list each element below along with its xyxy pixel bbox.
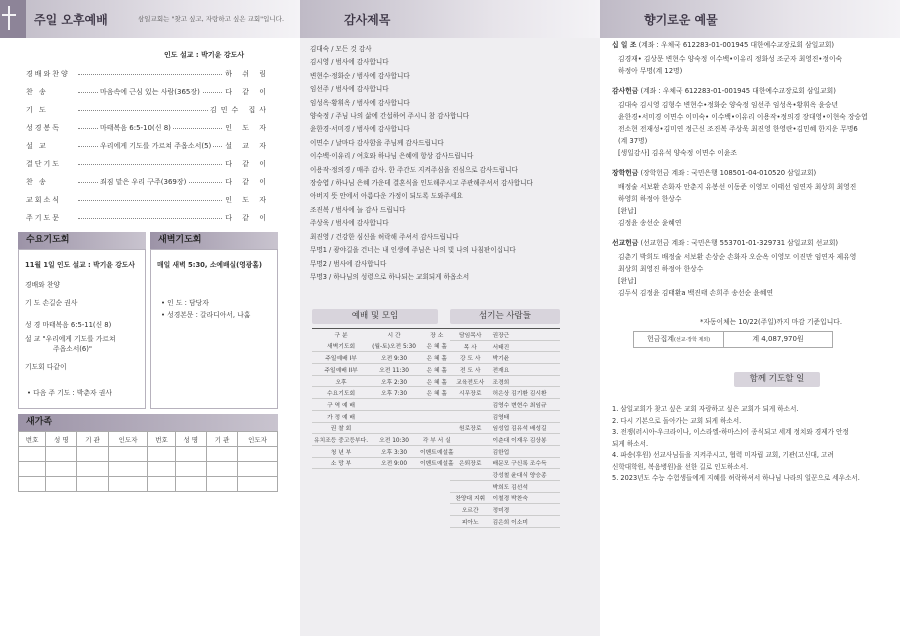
worship-cell: 은 혜 홀 — [418, 387, 456, 399]
servant-role: 교육전도사 — [450, 375, 490, 387]
thanks-item: 이면수 / 날마다 감사함을 주님께 감사드립니다 — [310, 138, 444, 147]
order-person: 다 같 이 — [223, 211, 270, 225]
total-box — [633, 331, 833, 348]
servant-row — [450, 364, 560, 376]
servant-names: 김한업 — [490, 445, 560, 457]
worship-title: 예배 및 모임 — [312, 309, 438, 324]
worship-cell: 은 혜 홀 — [418, 375, 456, 387]
prayer-item: 4. 파송(후원) 선교사님들을 지켜주시고, 협력 미자립 교회, 기관(고신대, 고려 — [612, 451, 834, 459]
prayer-item: 되게 하소서. — [612, 439, 649, 448]
order-person: 다 같 이 — [223, 157, 270, 171]
newcomers-header: 기 관 — [77, 432, 108, 447]
servant-role — [450, 469, 490, 481]
worship-row — [312, 352, 456, 364]
servant-row — [450, 445, 560, 457]
wednesday-sermon-2: 주옵소서(6)" — [53, 345, 93, 353]
panel-thanks — [300, 0, 600, 636]
worship-cell — [370, 399, 418, 411]
order-leader-dots — [78, 200, 240, 201]
offering-heading — [612, 238, 838, 248]
servant-role: 피아노 — [450, 516, 490, 528]
servant-role: 강 도 사 — [450, 352, 490, 364]
servant-names: 전재요 — [490, 364, 560, 376]
worship-cell: 은 혜 홀 — [418, 352, 456, 364]
offering-heading — [612, 168, 816, 178]
worship-cell: 오전 11:30 — [370, 364, 418, 376]
worship-cell: 수요기도회 — [312, 387, 370, 399]
order-row — [26, 121, 270, 135]
thanks-item: 이용작·정의경 / 매주 감사. 한 주간도 지켜주심을 진심으로 감사드립니다 — [310, 165, 518, 174]
worship-row — [312, 399, 456, 411]
offering-account: (선교헌금 계좌 : 국민은행 553701-01-329731 삼일교회 선교회) — [640, 239, 839, 247]
header-bar — [300, 0, 600, 38]
worship-cell: 가 정 예 배 — [312, 410, 370, 422]
worship-cell: 오후 3:30 — [370, 445, 418, 457]
offering-names: 배정술 서보환 손화자 안춘지 유봉선 이동준 이영모 이태선 임연자 최상희 최영진 — [618, 183, 857, 191]
newcomers-table — [18, 431, 278, 492]
worship-row — [312, 434, 456, 446]
prayer-item: 1. 삼일교회가 찾고 싶은 교회 자랑하고 싶은 교회가 되게 하소서. — [612, 405, 799, 413]
order-label: 찬 송 — [26, 88, 48, 96]
worship-cell: 이벤트예설홀 — [418, 457, 456, 469]
total-sub: (선교·장학 제외) — [674, 337, 711, 343]
worship-cell: 소 망 부 — [312, 457, 370, 469]
section-title: 주일 오후예배 — [34, 13, 108, 27]
order-row — [26, 157, 270, 171]
servant-names: 김영태 — [490, 410, 560, 422]
worship-row — [312, 410, 456, 422]
servant-row — [450, 375, 560, 387]
thanks-item: 조진복 / 범사에 늘 감사 드립니다 — [310, 205, 406, 214]
header-bar — [600, 0, 900, 38]
worship-cell: 오전 9:00 — [370, 457, 418, 469]
worship-cell: 은 혜 홀 — [418, 340, 456, 352]
worship-cell — [370, 410, 418, 422]
church-motto: 삼일교회는 "찾고 싶고, 자랑하고 싶은 교회"입니다. — [138, 15, 285, 23]
order-row — [26, 193, 270, 207]
newcomers-title: 새가족 — [18, 414, 278, 431]
worship-cell: 새벽기도회 — [312, 340, 370, 352]
offering-names: [완납] — [618, 207, 637, 215]
offering-names: [생일감사] 김유석 양숙정 이면수 이윤조 — [618, 149, 737, 157]
order-person: 김민수 집사 — [208, 103, 270, 117]
dawn-box — [150, 249, 278, 409]
servant-role: 은퇴장로 — [450, 457, 490, 469]
thanks-item: 양숙정 / 주님 나의 삶에 간섭하여 주시니 참 감사합니다 — [310, 112, 470, 121]
order-row — [26, 103, 270, 117]
total-label: 헌금집계 — [646, 335, 674, 343]
worship-row — [312, 422, 456, 434]
wednesday-scripture: 성 경 마태복음 6:5-11(신 8) — [25, 321, 112, 329]
servant-row — [450, 504, 560, 516]
order-row — [26, 67, 270, 81]
order-row — [26, 85, 270, 99]
servant-names: 강성철 윤대식 양승종 — [490, 469, 560, 481]
servant-names: 김은희 이소미 — [490, 516, 560, 528]
worship-cell: 유치조등 중고등부다. — [312, 434, 370, 446]
order-item: 마태복음 6:5-10(신 8) — [98, 121, 173, 135]
newcomers-header: 성 명 — [46, 432, 77, 447]
newcomers-header: 성 명 — [175, 432, 206, 447]
order-person: 인 도 자 — [223, 193, 270, 207]
wednesday-next: • 다음 주 기도 : 박춘자 권사 — [27, 389, 112, 397]
servant-names: 배문모 구신록 조수득 — [490, 457, 560, 469]
order-person: 다 같 이 — [223, 85, 270, 99]
worship-cell: 주일예배 II부 — [312, 364, 370, 376]
total-label-cell — [634, 332, 724, 347]
prayer-item: 신학대학원, 복음병원)을 선한 길로 인도하소서. — [612, 462, 749, 471]
servant-role — [450, 480, 490, 492]
offering-label: 장학헌금 — [612, 169, 639, 177]
thanks-item: 윤한경·서미경 / 범사에 감사합니다 — [310, 125, 410, 134]
worship-row — [312, 340, 456, 352]
offering-label: 선교헌금 — [612, 239, 639, 247]
dawn-line: 매일 새벽 5:30, 소예배실(영광홀) — [157, 261, 263, 269]
worship-row — [312, 387, 456, 399]
newcomers-header: 인도자 — [238, 432, 278, 447]
dawn-text: • 성경본문 : 갈라디아서, 나훔 — [161, 311, 251, 319]
servant-row — [450, 469, 560, 481]
worship-row — [312, 375, 456, 387]
servant-role: 목 사 — [450, 340, 490, 352]
section-title: 감사제목 — [344, 13, 391, 27]
servant-role — [450, 434, 490, 446]
servant-names: 김영수 변현수 최임규 — [490, 399, 560, 411]
servant-names: 이춘대 이재우 김상봉 — [490, 434, 560, 446]
order-row — [26, 175, 270, 189]
servant-row — [450, 480, 560, 492]
worship-cell: 권 찰 회 — [312, 422, 370, 434]
header-bar — [0, 0, 300, 38]
wednesday-title: 수요기도회 — [18, 232, 146, 249]
worship-cell: 구 역 예 배 — [312, 399, 370, 411]
thanks-item: 주상욱 / 범사에 감사합니다 — [310, 219, 389, 228]
order-row — [26, 139, 270, 153]
worship-cell: (월-토)오전 5:30 — [370, 340, 418, 352]
worship-header: 시 간 — [387, 333, 401, 340]
order-person: 하 쉬 림 — [223, 67, 270, 81]
order-leader-dots — [78, 218, 240, 219]
worship-cell: 오후 7:30 — [370, 387, 418, 399]
dawn-title: 새벽기도회 — [150, 232, 278, 249]
servant-row — [450, 422, 560, 434]
worship-row — [312, 445, 456, 457]
servant-role — [450, 410, 490, 422]
worship-cell: 청 년 부 — [312, 445, 370, 457]
servant-row — [450, 434, 560, 446]
panel-afternoon-worship — [0, 0, 300, 636]
servants-table — [450, 328, 560, 528]
order-person: 설 교 자 — [223, 139, 270, 153]
servant-names: 임성업 김유석 배성길 — [490, 422, 560, 434]
offering-names: 김두식 김정윤 김태환a 백진태 손희주 송선순 윤혜연 — [618, 289, 774, 297]
thanks-item: 김시영 / 범사에 감사합니다 — [310, 58, 389, 67]
prayer-list — [612, 404, 860, 485]
servant-role — [450, 445, 490, 457]
order-item: 죄짐 맡은 우리 구주(369장) — [98, 175, 188, 189]
wednesday-prayer: 기 도 손길순 권사 — [25, 299, 78, 307]
worship-header: 장 소 — [430, 333, 444, 340]
wednesday-box — [18, 249, 146, 409]
section-title: 향기로운 예물 — [644, 13, 718, 27]
servant-role: 전 도 사 — [450, 364, 490, 376]
order-label: 성경봉독 — [26, 124, 62, 132]
newcomers-header: 번호 — [19, 432, 46, 447]
worship-cell: 주일예배 I부 — [312, 352, 370, 364]
servant-row — [450, 352, 560, 364]
thanks-item: 임선주 / 범사에 감사합니다 — [310, 85, 389, 94]
offering-names: 전소현 전재성•김미연 정근신 조진복 주상욱 최진영 한영란•김민혜 한지운 무명6 — [618, 125, 858, 133]
order-label: 설 교 — [26, 142, 48, 150]
offering-names: 윤한경•서미경 이면수 이미숙• 이수백•이유리 이용작•정의경 장대영•이현숙 장승엽 — [618, 113, 868, 121]
order-label: 교회소식 — [26, 196, 62, 204]
offering-account: (계좌 : 우체국 612283-01-001945 대한예수교장로회 삼일교회) — [638, 41, 835, 49]
servant-row — [450, 516, 560, 528]
offering-account: (장학헌금 계좌 : 국민은행 108501-04-010520 삼일교회) — [640, 169, 817, 177]
servant-names: 박희도 김선석 — [490, 480, 560, 492]
offering-label: 감사헌금 — [612, 87, 639, 95]
servant-names: 권장근 — [490, 329, 560, 341]
servant-role: 담임목사 — [450, 329, 490, 341]
order-label: 결단기도 — [26, 160, 62, 168]
leader-line: 인도 설교 : 박기윤 강도사 — [164, 51, 245, 59]
wednesday-song: 기도회 다같이 — [25, 363, 67, 371]
thanks-item: 무명2 / 범사에 감사합니다 — [310, 259, 387, 268]
offering-names: 김경재• 김상문 변현수 양숙정 이수백•이유리 정화성 조군자 최영진•정이숙 — [618, 55, 843, 63]
worship-header: 구 분 — [334, 333, 348, 340]
worship-cell: 오후 — [312, 375, 370, 387]
thanks-item: 이수백·이유리 / 여호와 하나님 은혜에 항상 감사드립니다 — [310, 152, 474, 161]
thanks-list — [310, 43, 595, 284]
dawn-leader: • 인 도 : 담당자 — [161, 299, 209, 307]
servant-role: 오르간 — [450, 504, 490, 516]
wednesday-date: 11월 1일 인도 설교 : 박기윤 강도사 — [25, 261, 135, 269]
offering-names: 하영희 하정아 한상수 — [618, 195, 682, 203]
worship-table — [312, 328, 456, 469]
worship-header-row — [312, 329, 456, 341]
order-label: 찬 송 — [26, 178, 48, 186]
servant-row — [450, 329, 560, 341]
offering-names: 최상희 최영진 하정아 한상수 — [618, 265, 704, 273]
servant-role: 찬양대 지휘 — [450, 492, 490, 504]
thanks-item: 최진영 / 건강한 심신을 허락해 주셔서 감사드립니다 — [310, 232, 459, 241]
servant-row — [450, 457, 560, 469]
order-person: 다 같 이 — [223, 175, 270, 189]
prayer-item: 5. 2023년도 수능 수험생들에게 지혜를 허락하셔서 하나님 나라의 일꾼으로 세우소서. — [612, 474, 860, 482]
offering-label: 십 일 조 — [612, 41, 637, 49]
order-row — [26, 211, 270, 225]
newcomers-header: 번호 — [148, 432, 175, 447]
servant-row — [450, 410, 560, 422]
worship-row — [312, 457, 456, 469]
servant-row — [450, 492, 560, 504]
prayer-item: 3. 전쟁(러시아-우크라이나, 이스라엘-하마스)이 종식되고 세계 정치와 경제가 안정 — [612, 428, 849, 436]
servant-row — [450, 340, 560, 352]
servant-names: 조경희 — [490, 375, 560, 387]
order-item: 마음속에 근심 있는 사람(365장) — [98, 85, 202, 99]
offering-heading — [612, 86, 836, 96]
worship-cell: 이벤트예설홀 — [418, 445, 456, 457]
worship-cell — [370, 422, 418, 434]
servant-role: 시무장로 — [450, 387, 490, 399]
worship-cell: 오전 10:30 — [370, 434, 418, 446]
order-leader-dots — [78, 74, 240, 75]
servant-names: 이철경 박찬숙 — [490, 492, 560, 504]
thanks-item: 아버지 뜻 안에서 아름다운 가정이 되도록 도와주세요 — [310, 192, 463, 201]
wednesday-sermon: 설 교 "우리에게 기도를 가르쳐 — [25, 335, 116, 343]
worship-cell: 은 혜 홀 — [418, 364, 456, 376]
servant-names: 서태진 — [490, 340, 560, 352]
order-label: 주기도문 — [26, 214, 62, 222]
order-label: 경배와찬양 — [26, 70, 70, 78]
offering-names: 김춘기 박희도 배정술 서보환 손상순 손화자 오순옥 이영모 이진만 임연자 제유영 — [618, 253, 857, 261]
newcomers-header: 인도자 — [108, 432, 148, 447]
order-person: 인 도 자 — [223, 121, 270, 135]
servant-role — [450, 399, 490, 411]
offering-heading — [612, 40, 834, 50]
panel-offerings — [600, 0, 900, 636]
servant-row — [450, 399, 560, 411]
servant-names: 박기윤 — [490, 352, 560, 364]
worship-row — [312, 364, 456, 376]
wednesday-praise: 경배와 찬양 — [25, 281, 60, 289]
servants-title: 섬기는 사람들 — [450, 309, 560, 324]
thanks-item: 장승엽 / 하나님 은혜 가운데 결혼식을 인도해주시고 주관해주셔서 감사합니다 — [310, 179, 533, 188]
offering-names: 하정아 무명(계 12명) — [618, 67, 683, 75]
servant-row — [450, 387, 560, 399]
prayer-title: 함께 기도할 일 — [734, 372, 820, 387]
cross-icon — [0, 0, 26, 38]
offering-account: (계좌 : 우체국 612283-01-001945 대한예수교장로회 삼일교회) — [640, 87, 836, 95]
servant-names: 정미경 — [490, 504, 560, 516]
offering-names: (계 37명) — [618, 137, 648, 145]
thanks-item: 임성옥·황휘옥 / 범사에 감사합니다 — [310, 98, 410, 107]
order-item: 우리에게 기도를 가르쳐 주옵소서(5) — [98, 139, 213, 153]
offering-names: 김대숙 김시영 김형수 변현수•정화순 양숙정 임선주 임성옥•황휘옥 윤승년 — [618, 101, 839, 109]
order-label: 기 도 — [26, 106, 48, 114]
worship-cell: 오전 9:30 — [370, 352, 418, 364]
thanks-item: 무명1 / 광야길을 건너는 내 인생에 주님은 나의 빛 나의 나침판이십니다 — [310, 246, 516, 255]
autopay-note: *자동이체는 10/22(주일)까지 마감 기준입니다. — [700, 318, 842, 326]
servant-role: 원로장로 — [450, 422, 490, 434]
newcomers-header: 기 관 — [206, 432, 237, 447]
offering-names: 김정윤 송선순 윤혜연 — [618, 219, 682, 227]
order-leader-dots — [78, 164, 240, 165]
thanks-item: 변현수·정화순 / 범사에 감사합니다 — [310, 71, 410, 80]
offering-names: [완납] — [618, 277, 637, 285]
worship-cell: 각 부 서 실 — [418, 434, 456, 446]
worship-cell: 오후 2:30 — [370, 375, 418, 387]
servant-names: 허은상 김기환 김시환 — [490, 387, 560, 399]
prayer-item: 2. 다시 기본으로 돌아가는 교회 되게 하소서. — [612, 416, 742, 425]
thanks-item: 무명3 / 하나님의 성령으로 하나되는 교회되게 하옵소서 — [310, 272, 470, 281]
thanks-item: 김대숙 / 모든 것 감사 — [310, 45, 372, 53]
total-value: 계 4,087,970원 — [752, 335, 804, 343]
